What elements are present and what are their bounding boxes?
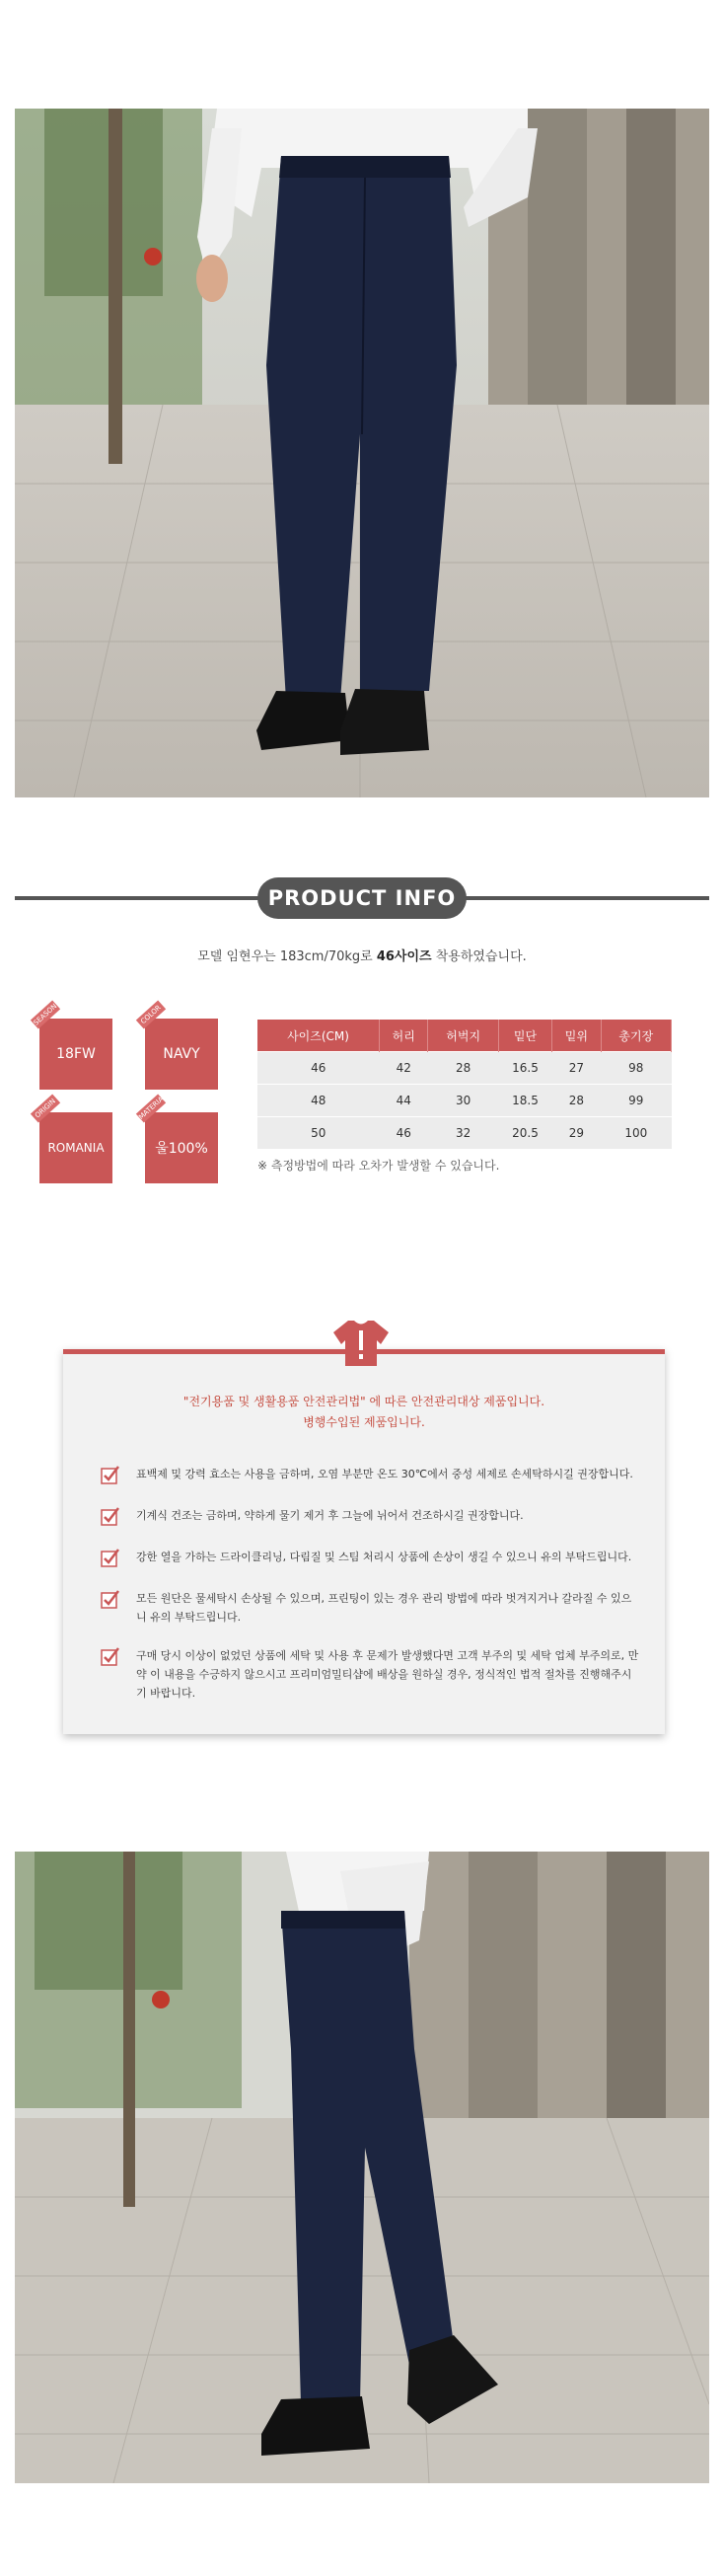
material-badge <box>137 1092 218 1183</box>
table-cell: 20.5 <box>498 1117 551 1150</box>
table-cell: 42 <box>380 1052 428 1085</box>
model-suffix: 착용하였습니다. <box>431 949 527 964</box>
care-title-line1: "전기용품 및 생활용품 안전관리법" 에 따른 안전관리대상 제품입니다. <box>182 1395 545 1408</box>
table-cell: 48 <box>257 1085 380 1117</box>
care-instructions-card <box>63 1349 665 1734</box>
product-photo-front <box>15 109 709 797</box>
origin-badge <box>33 1097 112 1183</box>
color-badge <box>139 1003 218 1090</box>
material-value: 울100% <box>155 1141 208 1157</box>
header-length: 총기장 <box>601 1020 671 1052</box>
table-cell: 18.5 <box>498 1085 551 1117</box>
checkbox-icon <box>101 1589 120 1609</box>
color-ribbon: COLOR <box>136 1001 166 1029</box>
care-item-text: 기계식 건조는 금하며, 약하게 물기 제거 후 그늘에 뉘어서 건조하시길 권장합니다. <box>136 1509 524 1522</box>
care-title <box>63 1392 665 1433</box>
table-cell: 50 <box>257 1117 380 1150</box>
care-title-line2: 병행수입된 제품입니다. <box>303 1415 425 1429</box>
header-rise: 밑위 <box>552 1020 601 1052</box>
table-row <box>257 1052 672 1085</box>
checkbox-icon <box>101 1506 120 1526</box>
table-cell: 98 <box>601 1052 671 1085</box>
product-info-title: PRODUCT INFO <box>257 877 467 919</box>
origin-ribbon: ORIGIN <box>31 1095 60 1123</box>
header-waist: 허리 <box>380 1020 428 1052</box>
table-cell: 16.5 <box>498 1052 551 1085</box>
origin-value: ROMANIA <box>47 1141 105 1155</box>
table-row <box>257 1085 672 1117</box>
table-cell: 44 <box>380 1085 428 1117</box>
table-cell: 30 <box>428 1085 498 1117</box>
checkbox-icon <box>101 1548 120 1567</box>
size-table-header <box>257 1020 672 1052</box>
color-value: NAVY <box>163 1046 200 1062</box>
header-thigh: 허벅지 <box>428 1020 498 1052</box>
checkbox-icon <box>101 1646 120 1666</box>
table-cell: 100 <box>601 1117 671 1150</box>
care-item-text: 모든 원단은 물세탁시 손상될 수 있으며, 프린팅이 있는 경우 관리 방법에 따라 벗겨지거나 갈라질 수 있으니 유의 부탁드립니다. <box>136 1592 632 1624</box>
care-item-text: 구매 당시 이상이 없었던 상품에 세탁 및 사용 후 문제가 발생했다면 고객 부주의 및 세탁 업체 부주의로, 만약 이 내용을 수긍하지 않으시고 프리미엄밀티샵에 배상을 원하실 경우, 정식적인 법적 절차를 진행해주시기 바랍니다. <box>136 1649 639 1700</box>
table-cell: 28 <box>428 1052 498 1085</box>
table-cell: 46 <box>257 1052 380 1085</box>
table-cell: 32 <box>428 1117 498 1150</box>
model-size: 46사이즈 <box>376 949 432 964</box>
table-cell: 27 <box>552 1052 601 1085</box>
care-item-text: 표백제 및 강력 효소는 사용을 금하며, 오염 부분만 온도 30℃에서 중성 세제로 손세탁하시길 권장합니다. <box>136 1468 633 1480</box>
header-hem: 밑단 <box>498 1020 551 1052</box>
table-cell: 46 <box>380 1117 428 1150</box>
table-cell: 99 <box>601 1085 671 1117</box>
size-table <box>257 1020 672 1149</box>
product-photo-side <box>15 1852 709 2483</box>
season-badge <box>32 1002 112 1090</box>
table-row <box>257 1117 672 1150</box>
header-size: 사이즈(CM) <box>257 1020 380 1052</box>
size-note: ※ 측정방법에 따라 오차가 발생할 수 있습니다. <box>257 1159 500 1173</box>
checkbox-icon <box>101 1465 120 1484</box>
model-prefix: 모델 임현우는 183cm/70kg로 <box>197 949 377 964</box>
care-item-text: 강한 열을 가하는 드라이클리닝, 다림질 및 스팀 처리시 상품에 손상이 생길 수 있으니 유의 부탁드립니다. <box>136 1551 632 1563</box>
table-cell: 28 <box>552 1085 601 1117</box>
season-ribbon: SEASON <box>32 1002 59 1027</box>
table-cell: 29 <box>552 1117 601 1150</box>
shirt-warning-icon <box>332 1319 390 1368</box>
model-size-note <box>0 946 724 964</box>
material-ribbon: MATERIAL <box>137 1092 169 1122</box>
season-value: 18FW <box>56 1046 96 1062</box>
